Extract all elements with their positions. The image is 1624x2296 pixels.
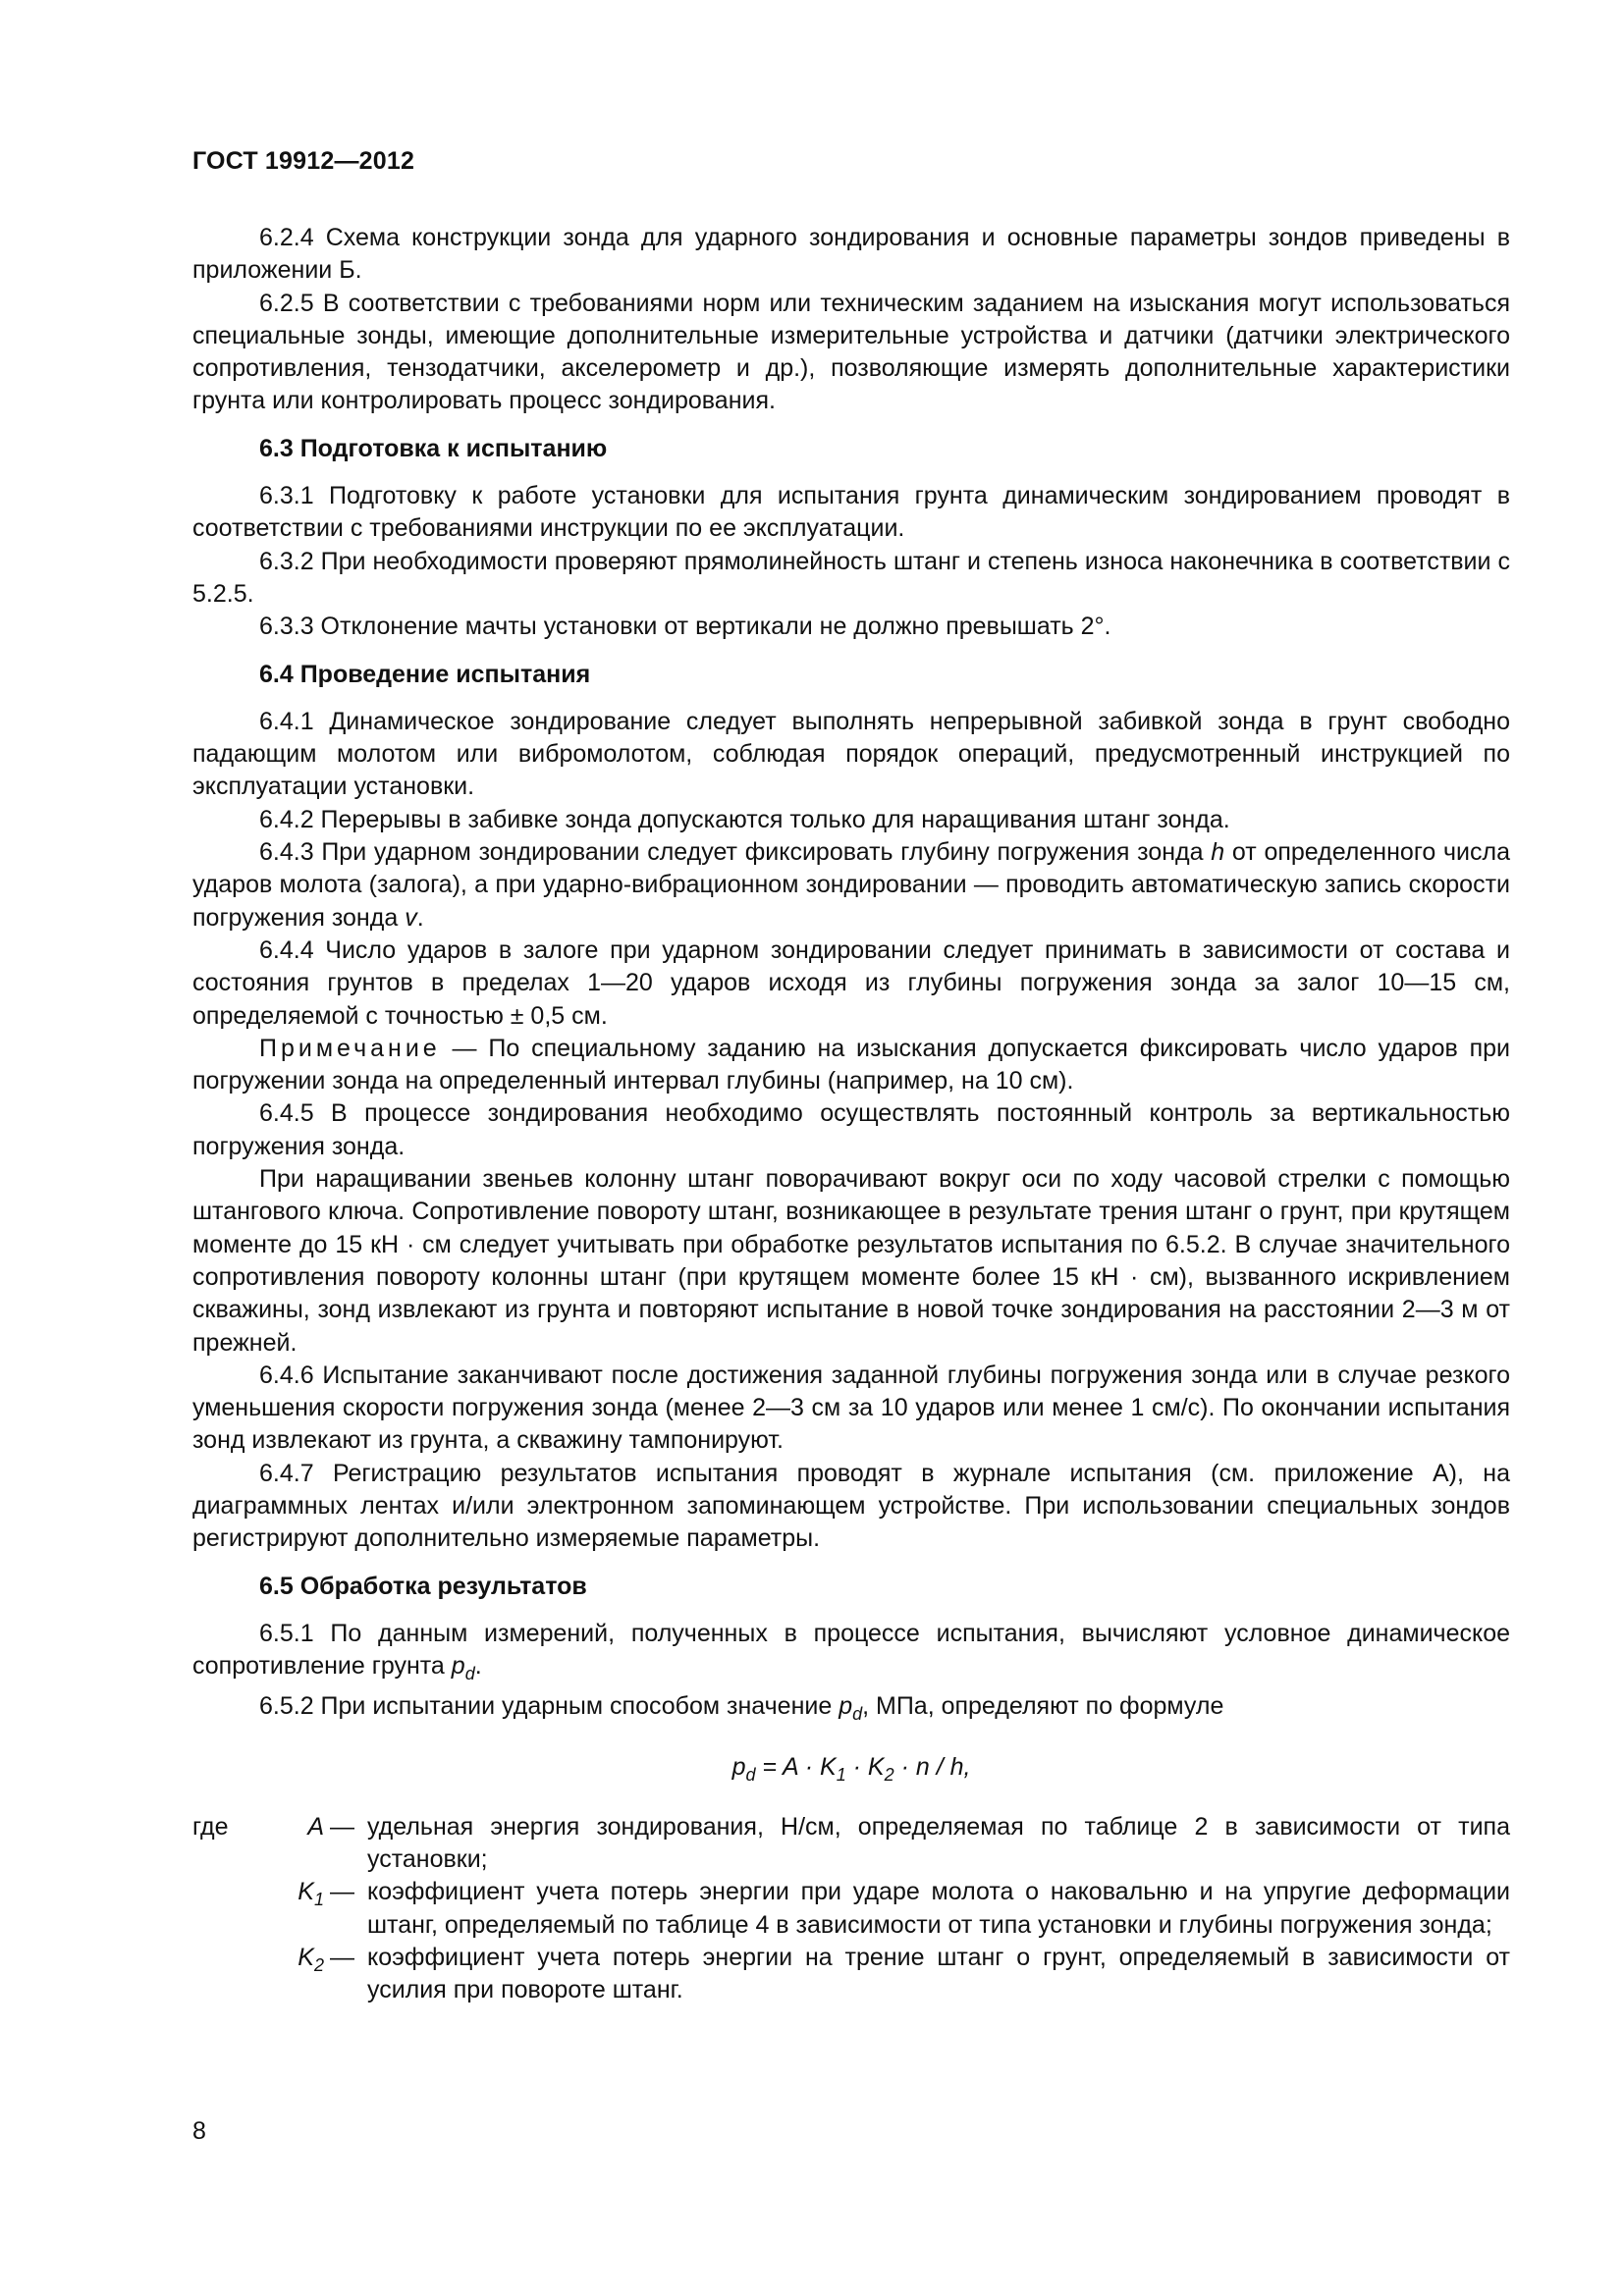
formula-k2-subscript: 2 [884,1764,894,1785]
note [192,1033,1510,1098]
symbol-k: K [298,1943,314,1971]
where-symbol [307,1811,324,1843]
paragraph-6-4-1: 6.4.1 Динамическое зондирование следует выполнять непрерывной забивкой зонда в грунт свободно падающим молотом или вибромолотом, соблюдая порядок операций, предусмотренный инструкцией по эксплуатации установки. [192,707,1510,801]
where-definition: коэффициент учета потерь энергии на трение штанг о грунт, определяемый в зависимости от усилия при повороте штанг. [367,1943,1510,2004]
symbol-pd [451,1652,475,1684]
formula-part-1: = A · K [755,1752,837,1781]
symbol-v: v [405,903,417,932]
paragraph-6-5-1-text: 6.5.1 По данным измерений, полученных в процессе испытания, вычисляют условное динамическое сопротивление грунта [192,1619,1510,1681]
formula-k1-subscript: 1 [836,1764,846,1785]
paragraph-6-4-7: 6.4.7 Регистрацию результатов испытания проводят в журнале испытания (см. приложение А), на диаграммных лентах и/или электронном запоминающем устройстве. При использовании специальных зондов регистрируют дополнительно измеряемые параметры. [192,1459,1510,1553]
paragraph-6-3-3: 6.3.3 Отклонение мачты установки от вертикали не должно превышать 2°. [259,613,1111,641]
paragraph-6-3-2: 6.3.2 При необходимости проверяют прямолинейность штанг и степень износа наконечника в соответствии с 5.2.5. [192,547,1510,608]
symbol-a: A [307,1812,324,1841]
note-text: — По специальному заданию на изыскания допускается фиксировать число ударов при погружении зонда на определенный интервал глубины (например, на 10 см). [192,1034,1510,1095]
paragraph-6-5-2 [192,1690,1510,1731]
document-body [192,222,1510,2007]
where-symbol [298,1942,324,1982]
paragraph-6-4-2: 6.4.2 Перерывы в забивке зонда допускаются только для наращивания штанг зонда. [259,805,1230,833]
where-dash: — [330,1812,354,1841]
formula-pd [192,1751,1510,1791]
paragraph-6-4-5: 6.4.5 В процессе зондирования необходимо осуществлять постоянный контроль за вертикальностью погружения зонда. [192,1099,1510,1160]
paragraph-6-3-1: 6.3.1 Подготовку к работе установки для испытания грунта динамическим зондированием проводят в соответствии с требованиями инструкции по ее эксплуатации. [192,482,1510,543]
formula-lhs: p [731,1752,746,1781]
where-definition: коэффициент учета потерь энергии при ударе молота о наковальню и на упругие деформации штанг, определяемый по таблице 4 в зависимости от типа установки и глубины погружения зонда; [367,1878,1510,1939]
subscript-d: d [852,1704,863,1725]
subscript-1: 1 [313,1890,324,1910]
section-heading-6-3: 6.3 Подготовка к испытанию [259,434,608,462]
symbol-h: h [1211,838,1225,867]
where-symbol [298,1876,324,1916]
paragraph-6-2-5: 6.2.5 В соответствии с требованиями норм или техническим заданием на изыскания могут использоваться специальные зонды, имеющие дополнительные измерительные устройства и датчики (датчики электрического сопротивления, тензодатчики, акселерометр и др.), позволяющие измерять дополнительные характеристики грунта или контролировать процесс зондирования. [192,289,1510,415]
paragraph-6-4-3-text-b: от определенного числа ударов молота (залога), а при ударно-вибрационном зондировании — проводить автоматическую запись скорости погружения зонда [192,838,1510,932]
symbol-p: p [451,1652,465,1681]
paragraph-6-5-1-end: . [474,1652,482,1681]
formula-part-3: · n / h, [893,1752,971,1781]
paragraph-6-4-6: 6.4.6 Испытание заканчивают после достижения заданной глубины погружения зонда или в случае резкого уменьшения скорости погружения зонда (менее 2—3 см за 10 ударов или менее 1 см/с). По окончании испытания зонд извлекают из грунта, а скважину тампонируют. [192,1361,1510,1455]
page-number: 8 [192,2117,206,2145]
note-label: Примечание [259,1034,441,1062]
paragraph-6-4-3 [192,836,1510,934]
paragraph-6-4-4: 6.4.4 Число ударов в залоге при ударном зондировании следует принимать в зависимости от состава и состояния грунтов в пределах 1—20 ударов исходя из глубины погружения зонда за залог 10—15 см, определяемой с точностью ± 0,5 см. [192,935,1510,1030]
where-item-k2 [192,1942,1510,2007]
document-header: ГОСТ 19912—2012 [192,147,415,175]
paragraph-6-5-2-end: , МПа, определяют по формуле [862,1692,1224,1721]
subscript-2: 2 [313,1954,324,1975]
paragraph-6-4-5-continued: При наращивании звеньев колонну штанг поворачивают вокруг оси по ходу часовой стрелки с помощью штангового ключа. Сопротивление повороту штанг, возникающее в результате трения штанг о грунт, при крутящем моменте до 15 кН · см следует учитывать при обработке результатов испытания по 6.5.2. В случае значительного сопротивления повороту колонны штанг (при крутящем моменте более 15 кН · см), вызванного искривлением скважины, зонд извлекают из грунта и повторяют испытание в новой точке зондирования на расстоянии 2—3 м от прежней. [192,1165,1510,1357]
where-item-k1 [192,1876,1510,1942]
symbol-pd [839,1692,863,1725]
symbol-p: p [839,1692,853,1721]
paragraph-6-4-3-text-a: 6.4.3 При ударном зондировании следует фиксировать глубину погружения зонда [259,838,1212,867]
where-definition: удельная энергия зондирования, Н/см, определяемая по таблице 2 в зависимости от типа установки; [367,1812,1510,1874]
paragraph-6-5-2-text: 6.5.2 При испытании ударным способом значение [259,1692,839,1721]
formula-lhs-subscript: d [745,1764,756,1785]
where-label: где [192,1812,229,1841]
section-heading-6-5: 6.5 Обработка результатов [259,1572,587,1600]
paragraph-6-2-4: 6.2.4 Схема конструкции зонда для ударного зондирования и основные параметры зондов приведены в приложении Б. [192,224,1510,285]
where-item-a [192,1811,1510,1877]
paragraph-6-5-1 [192,1618,1510,1691]
where-dash: — [330,1878,354,1906]
where-dash: — [330,1943,354,1971]
formula-part-2: · K [845,1752,885,1781]
symbol-k: K [298,1878,314,1906]
subscript-d: d [464,1664,475,1684]
section-heading-6-4: 6.4 Проведение испытания [259,660,591,688]
paragraph-6-4-3-text-c: . [416,903,424,932]
